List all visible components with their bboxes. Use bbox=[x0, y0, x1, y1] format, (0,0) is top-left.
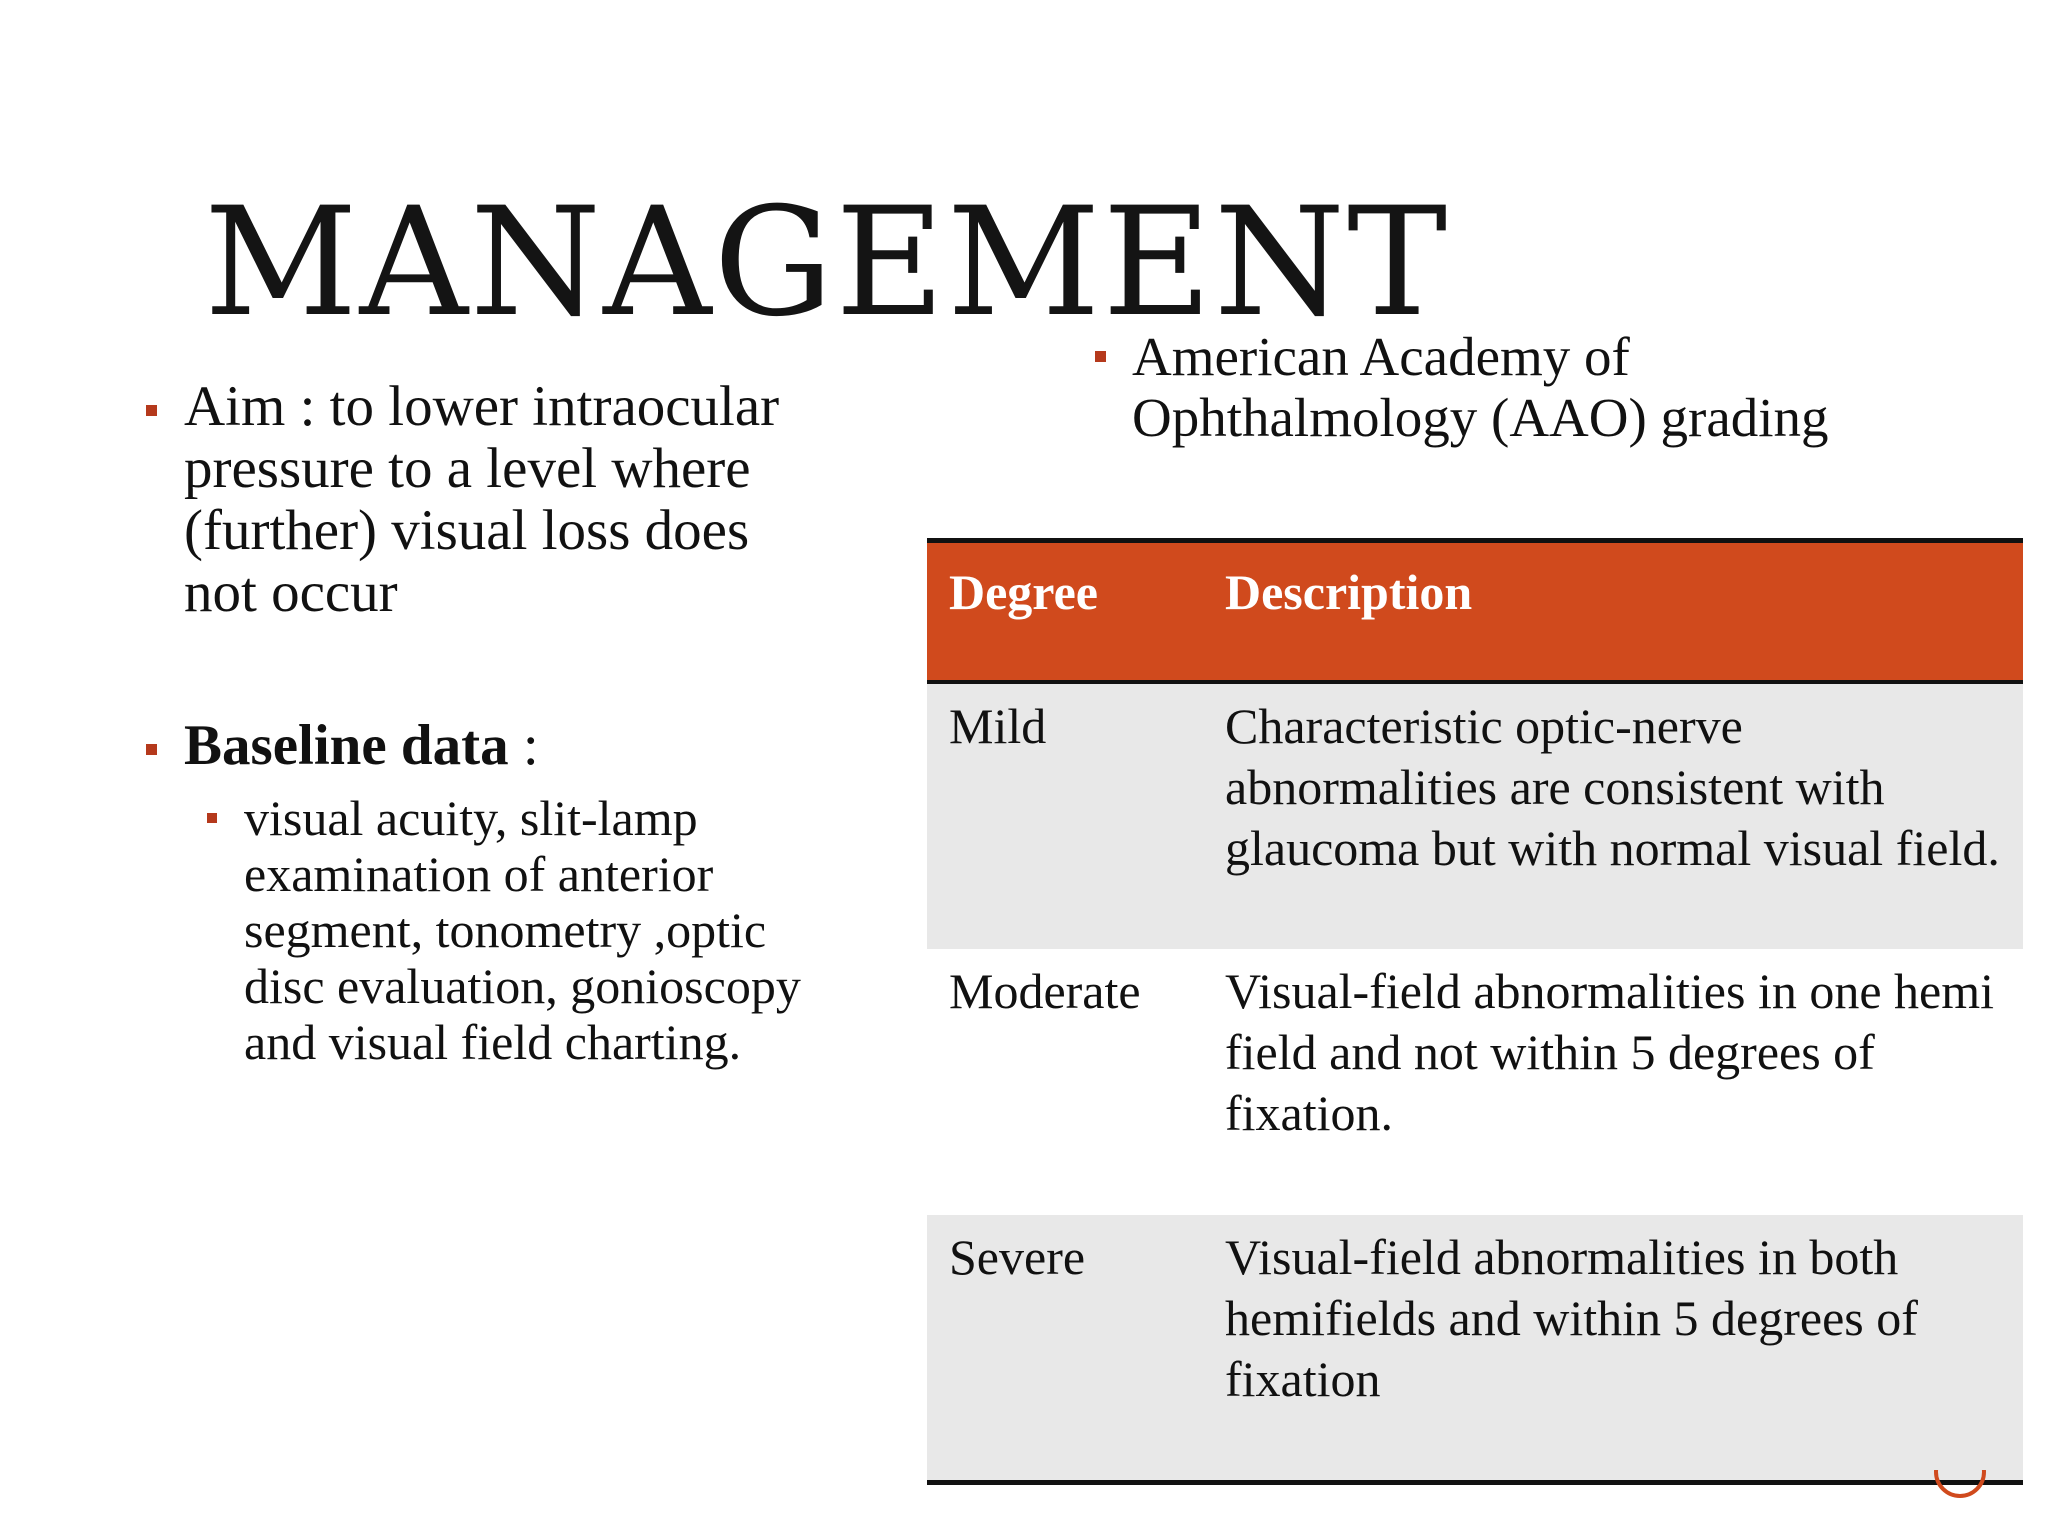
slide-title: MANAGEMENT bbox=[204, 176, 1450, 350]
header-description: Description bbox=[1225, 564, 1473, 620]
square-bullet-icon bbox=[146, 405, 157, 416]
header-degree: Degree bbox=[949, 564, 1098, 620]
description-cell: Visual-field abnormalities in one hemi field and not within 5 degrees of fixation. bbox=[1225, 963, 1995, 1141]
table-header-row bbox=[927, 543, 2023, 680]
description-cell: Characteristic optic-nerve abnormalities are consistent with glaucoma but with normal visual field. bbox=[1225, 698, 2000, 876]
circle-logo-icon bbox=[1930, 1470, 1990, 1498]
baseline-sub-item: visual acuity, slit-lamp examination of anterior segment, tonometry ,optic disc evaluation, gonioscopy and visual field charting. bbox=[244, 790, 801, 1070]
aao-grading-heading: American Academy of Ophthalmology (AAO) grading bbox=[1132, 326, 1829, 448]
square-bullet-icon bbox=[207, 813, 217, 823]
baseline-label: Baseline data bbox=[184, 714, 509, 777]
table-row bbox=[927, 684, 2023, 949]
description-cell: Visual-field abnormalities in both hemifields and within 5 degrees of fixation bbox=[1225, 1229, 1918, 1407]
degree-cell: Severe bbox=[949, 1229, 1086, 1285]
square-bullet-icon bbox=[1095, 351, 1106, 362]
square-bullet-icon bbox=[146, 744, 157, 755]
aao-grading-table bbox=[927, 538, 2023, 1486]
degree-cell: Moderate bbox=[949, 963, 1141, 1019]
table-row bbox=[927, 1215, 2023, 1480]
baseline-bullet bbox=[184, 715, 539, 777]
table-row bbox=[927, 949, 2023, 1215]
baseline-colon: : bbox=[508, 714, 539, 777]
degree-cell: Mild bbox=[949, 698, 1047, 754]
aim-bullet-text: Aim : to lower intraocular pressure to a level where (further) visual loss does not occur bbox=[184, 375, 780, 624]
table-bottom-rule bbox=[927, 1480, 2023, 1485]
